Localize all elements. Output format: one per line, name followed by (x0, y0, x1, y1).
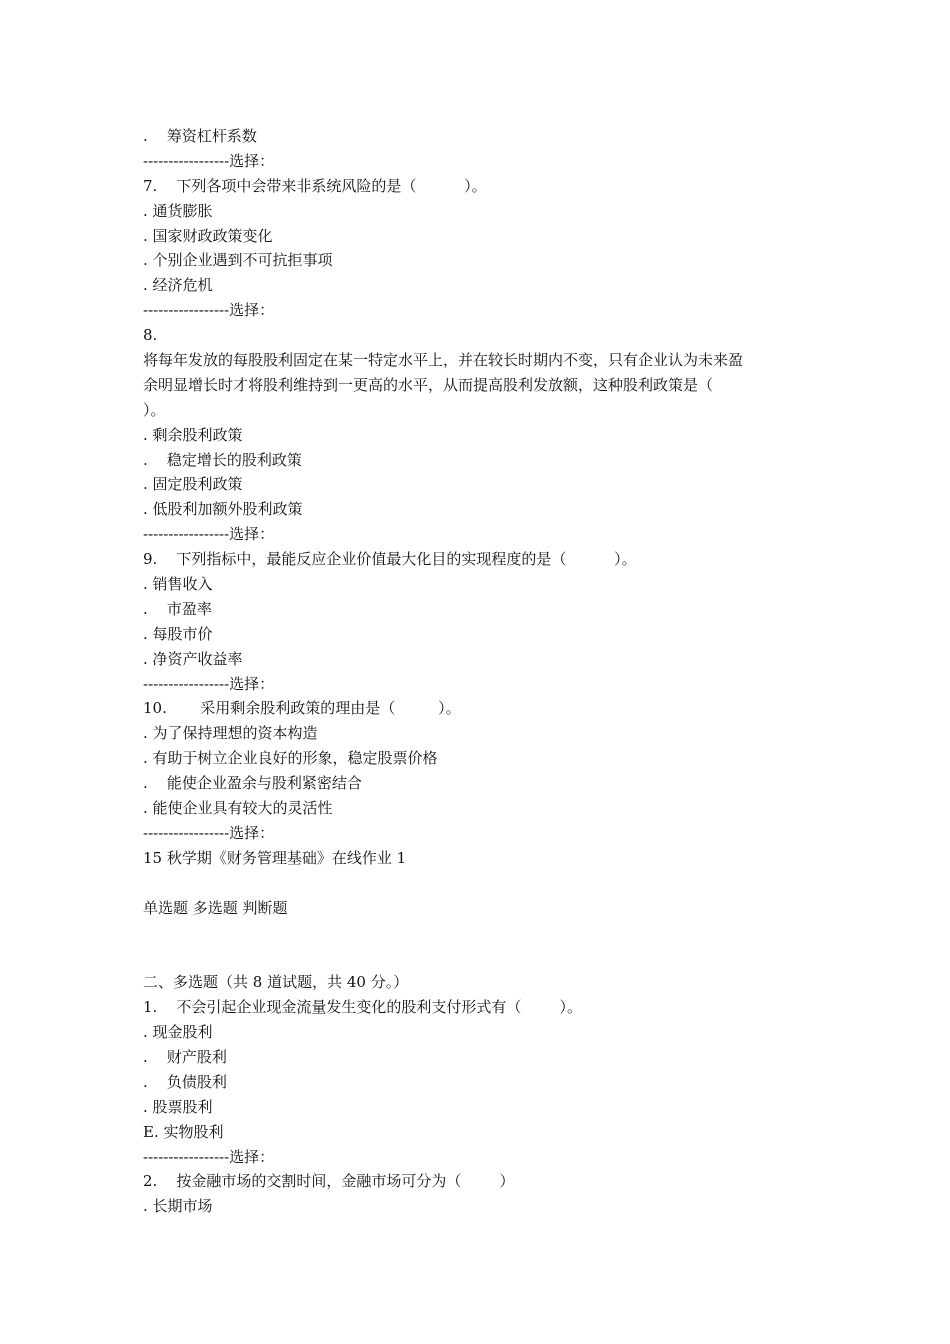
question-8-text: ）。 (143, 400, 166, 419)
answer-divider: -----------------选择： (143, 525, 275, 544)
option-line: . 长期市场 (143, 1197, 213, 1216)
blank-line (143, 871, 833, 896)
option-line: E. 实物股利 (143, 1122, 224, 1141)
option-line: . 股票股利 (143, 1097, 213, 1116)
option-line: . 固定股利政策 (143, 475, 243, 494)
question-9: 9. 下列指标中，最能反应企业价值最大化目的实现程度的是（ ）。 (143, 550, 637, 569)
mc-question-2: 2. 按金融市场的交割时间，金融市场可分为（ ） (143, 1172, 515, 1191)
assignment-title: 15 秋学期《财务管理基础》在线作业 1 (143, 848, 407, 867)
question-8-text: 余明显增长时才将股利维持到一更高的水平，从而提高股利发放额，这种股利政策是（ (143, 375, 714, 394)
question-type-tabs: 单选题 多选题 判断题 (143, 898, 288, 917)
option-line: . 稳定增长的股利政策 (143, 450, 302, 469)
question-8-text: 将每年发放的每股股利固定在某一特定水平上，并在较长时期内不变，只有企业认为未来盈 (143, 351, 744, 370)
option-line: . 市盈率 (143, 599, 212, 618)
option-line: . 能使企业盈余与股利紧密结合 (143, 774, 362, 793)
question-10: 10. 采用剩余股利政策的理由是（ ）。 (143, 699, 461, 718)
mc-question-1: 1. 不会引起企业现金流量发生变化的股利支付形式有（ ）。 (143, 998, 583, 1017)
option-line: . 净资产收益率 (143, 649, 243, 668)
answer-divider: -----------------选择： (143, 301, 275, 320)
option-line: . 能使企业具有较大的灵活性 (143, 799, 333, 818)
option-line: . 剩余股利政策 (143, 425, 243, 444)
option-line: . 通货膨胀 (143, 201, 213, 220)
section-heading: 二、多选题（共 8 道试题，共 40 分。） (143, 973, 409, 992)
document-page (143, 124, 833, 1219)
option-line: . 为了保持理想的资本构造 (143, 724, 318, 743)
question-8-number: 8. (143, 326, 158, 345)
option-line: . 负债股利 (143, 1072, 227, 1091)
option-line: . 现金股利 (143, 1023, 213, 1042)
answer-divider: -----------------选择： (143, 151, 275, 170)
option-line: . 每股市价 (143, 624, 213, 643)
question-7: 7. 下列各项中会带来非系统风险的是（ ）。 (143, 176, 487, 195)
answer-divider: -----------------选择： (143, 1147, 275, 1166)
option-line: . 销售收入 (143, 575, 213, 594)
option-line: . 筹资杠杆系数 (143, 127, 257, 145)
option-line: . 经济危机 (143, 276, 213, 295)
option-line: . 个别企业遇到不可抗拒事项 (143, 251, 333, 270)
answer-divider: -----------------选择： (143, 674, 275, 693)
option-line: . 有助于树立企业良好的形象，稳定股票价格 (143, 749, 438, 768)
answer-divider: -----------------选择： (143, 823, 275, 842)
option-line: . 国家财政政策变化 (143, 226, 273, 245)
blank-line (143, 921, 833, 971)
option-line: . 财产股利 (143, 1047, 227, 1066)
option-line: . 低股利加额外股利政策 (143, 500, 303, 519)
